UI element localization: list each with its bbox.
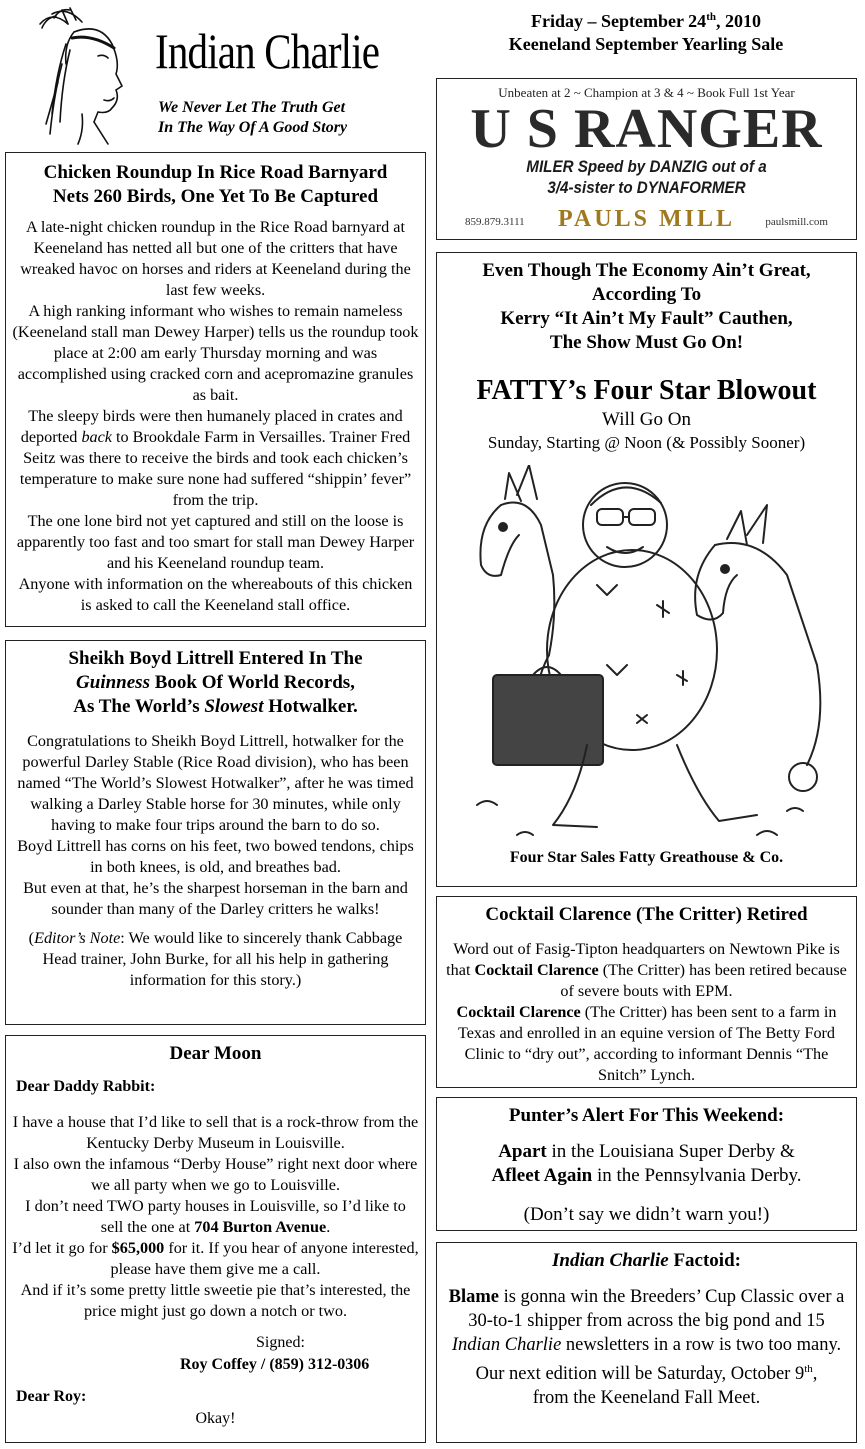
reply-salutation: Dear Roy: (16, 1388, 87, 1405)
moon-letter (12, 1112, 419, 1322)
chicken-paragraph: Anyone with information on the whereabouts of this chicken is asked to call the Keeneland stall office. (18, 575, 413, 614)
punter-warning: (Don’t say we didn’t warn you!) (523, 1204, 770, 1225)
cocktail-paragraph: Cocktail Clarence (The Critter) has been sent to a farm in Texas and enrolled in an equine version of The Betty Ford Clinic to “dry out”, according to informant Dennis “The Snitch” Lynch. (456, 1003, 837, 1084)
fatty-cartoon-illustration (457, 465, 837, 845)
moon-salutation: Dear Daddy Rabbit: (16, 1078, 156, 1095)
factoid-headline: Indian Charlie Factoid: (552, 1250, 741, 1271)
fatty-credit: Four Star Sales Fatty Greathouse & Co. (509, 849, 784, 866)
stallion-ad[interactable] (436, 78, 857, 240)
fatty-headline: Even Though The Economy Ain’t Great, According To Kerry “It Ain’t My Fault” Cauthen, The Show Must Go On! (482, 260, 811, 353)
punter-headline: Punter’s Alert For This Weekend: (508, 1105, 785, 1126)
sale-name: Keeneland September Yearling Sale (508, 34, 784, 54)
chicken-body (12, 217, 419, 616)
ad-phone: 859.879.3111 (465, 216, 525, 228)
motto-line-1: We Never Let The Truth Get (158, 99, 346, 116)
cocktail-headline: Cocktail Clarence (The Critter) Retired (485, 904, 808, 925)
motto-line-2: In The Way Of A Good Story (158, 119, 348, 136)
fatty-blowout-ad (436, 252, 857, 887)
reply-text: Okay! (195, 1410, 236, 1427)
sheikh-body (12, 731, 419, 991)
chicken-paragraph: The one lone bird not yet captured and still on the loose is apparently too fast and too smart for stall man Dewey Harper and his Keeneland roundup team. (16, 512, 415, 572)
factoid-box (436, 1242, 857, 1443)
chicken-paragraph: The sleepy birds were then humanely placed in crates and deported back to Brookdale Farm in Versailles. Trainer Fred Seitz was there to receive the birds and took each chicken’s temperature to make sure none had suffered “shippin’ fever” from the trip. (19, 407, 412, 509)
sheikh-paragraph: But even at that, he’s the sharpest horseman in the barn and sounder than many of the Darley critters he walks! (23, 879, 408, 918)
letter-paragraph: I also own the infamous “Derby House” right next door where we all party when we go to Louisville. (13, 1155, 418, 1194)
fatty-subtitle: Will Go On (602, 409, 691, 430)
sheikh-hotwalker-article (5, 640, 426, 1025)
letter-paragraph: I don’t need TWO party houses in Louisville, so I’d like to sell the one at 704 Burton Avenue. (25, 1197, 406, 1236)
chicken-headline: Chicken Roundup In Rice Road Barnyard Nets 260 Birds, One Yet To Be Captured (43, 162, 388, 207)
fatty-title: FATTY’s Four Star Blowout (476, 375, 817, 406)
masthead-motto (158, 98, 408, 138)
ad-description: MILER Speed by DANZIG out of a 3/4-sister to DYNAFORMER (526, 158, 767, 197)
chicken-paragraph: A late-night chicken roundup in the Rice Road barnyard at Keeneland has netted all but one of the critters that have wreaked havoc on horses and riders at Keeneland during the last few weeks. (20, 218, 411, 299)
cocktail-paragraph: Word out of Fasig-Tipton headquarters on Newtown Pike is that Cocktail Clarence (The Critter) has been retired because of severe bouts with EPM. (446, 940, 847, 1000)
indian-head-logo (12, 4, 152, 149)
ad-horse-name: U S RANGER (470, 98, 823, 160)
dateline (436, 6, 856, 56)
chicken-paragraph: A high ranking informant who wishes to remain nameless (Keeneland stall man Dewey Harper) tells us the roundup took place at 2:00 am early Thursday morning and was accomplished using cracked corn and acepromazine granules as bait. (12, 302, 419, 404)
factoid-body (443, 1285, 850, 1410)
factoid-paragraph: Blame is gonna win the Breeders’ Cup Classic over a 30-to-1 shipper from across the big pond and 15 Indian Charlie newsletters in a row is two too many. (448, 1287, 845, 1355)
next-edition: Our next edition will be Saturday, October 9th, from the Keeneland Fall Meet. (475, 1363, 818, 1409)
cocktail-clarence-article (436, 896, 857, 1088)
dear-moon-column: Dear Moon Dear Daddy Rabbit: I have a house that I’d like to sell that is a rock-throw from the Kentucky Derby Museum in Louisville. I also own the infamous “Derby House” right next door where we all party when we go to Louisville. I don’t need TWO party houses in Louisville, so I’d like to sell the one at 704 Burton Avenue. I’d let it go for $65,000 for it. If you hear of anyone interested, please have them give me a call. And if it’s some pretty little sweetie pie that’s interested, the price might just go down a notch or two. Signed: Roy Coffey / (859) 312-0306 Dear Roy: Okay! (5, 1035, 426, 1443)
letter-paragraph: And if it’s some pretty little sweetie pie that’s interested, the price might just go down a notch or two. (20, 1281, 411, 1320)
ad-website[interactable]: paulsmill.com (765, 216, 828, 228)
ad-tagline: Unbeaten at 2 ~ Champion at 3 & 4 ~ Book Full 1st Year (498, 85, 795, 100)
letter-paragraph: I have a house that I’d like to sell that is a rock-throw from the Kentucky Derby Museum in Louisville. (12, 1113, 419, 1152)
letter-paragraph: I’d let it go for $65,000 for it. If you hear of anyone interested, please have them give me a call. (12, 1239, 419, 1278)
punter-picks: Apart in the Louisiana Super Derby & Afleet Again in the Pennsylvania Derby. (491, 1141, 802, 1186)
editors-note: (Editor’s Note: We would like to sincerely thank Cabbage Head trainer, John Burke, for all his help in gathering information for this story.) (28, 929, 403, 989)
moon-headline: Dear Moon (169, 1043, 262, 1064)
sheikh-paragraph: Boyd Littrell has corns on his feet, two bowed tendons, chips in both knees, is old, and breathes bad. (17, 837, 414, 876)
sheikh-headline: Sheikh Boyd Littrell Entered In The Guinness Book Of World Records, As The World’s Slowest Hotwalker. (68, 648, 363, 717)
issue-date: Friday – September 24th, 2010 (531, 11, 761, 31)
chicken-roundup-article (5, 152, 426, 627)
fatty-schedule: Sunday, Starting @ Noon (& Possibly Sooner) (487, 433, 806, 452)
masthead-title: Indian Charlie (155, 23, 380, 79)
punters-alert (436, 1097, 857, 1231)
cocktail-body (443, 939, 850, 1086)
sheikh-paragraph: Congratulations to Sheikh Boyd Littrell, hotwalker for the powerful Darley Stable (Rice Road division), who has been named “The World’s Slowest Hotwalker”, after he was timed walking a Darley Stable horse for 30 minutes, while only having to make four trips around the barn to do so. (17, 732, 414, 834)
ad-farm-name: PAULS MILL (558, 206, 735, 232)
